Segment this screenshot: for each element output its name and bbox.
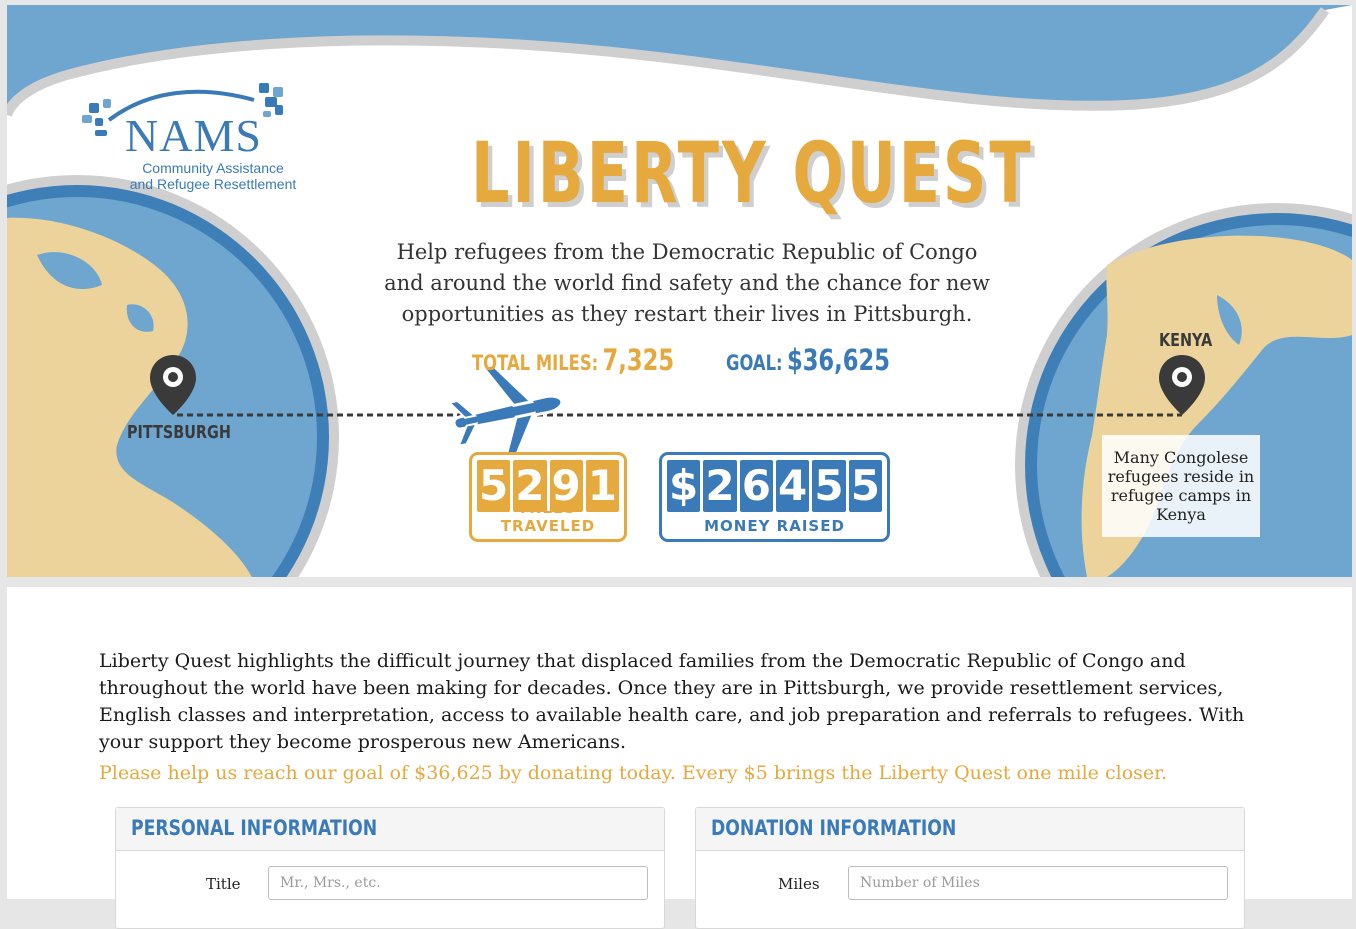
panel-header: [696, 808, 1244, 851]
personal-information-title: PERSONAL INFORMATION: [131, 816, 378, 840]
title-field-label: Title: [206, 875, 241, 893]
counter-digit: $: [667, 460, 700, 512]
miles-traveled-counter: [469, 452, 627, 542]
total-miles-value: 7,325: [602, 343, 675, 377]
counter-digit: 5: [812, 460, 845, 512]
logo-subtitle-line: and Refugee Resettlement: [129, 176, 297, 192]
title-input[interactable]: [268, 866, 648, 900]
hero-subtitle-line: Help refugees from the Democratic Republic of Congo: [396, 240, 978, 264]
miles-traveled-caption: MILES TRAVELED: [500, 499, 596, 535]
goal-stat: [726, 343, 890, 377]
hero-subtitle-line: and around the world find safety and the chance for new: [384, 271, 990, 295]
kenya-label: KENYA: [1159, 330, 1213, 351]
pittsburgh-label: PITTSBURGH: [127, 422, 231, 443]
personal-information-panel: [115, 807, 665, 929]
hero-subtitle: [377, 237, 997, 330]
counter-digit: 4: [776, 460, 809, 512]
money-raised-counter: [659, 452, 890, 542]
counter-digit: 9: [550, 460, 583, 512]
total-miles-label: TOTAL MILES:: [472, 351, 599, 375]
hero-subtitle-line: opportunities as they restart their lives in Pittsburgh.: [401, 302, 973, 326]
counter-digit: 2: [703, 460, 736, 512]
logo-subtitle: [113, 160, 313, 192]
donation-call-to-action: Please help us reach our goal of $36,625 by donating today. Every $5 brings the Liberty Quest one mile closer.: [99, 762, 1168, 784]
miles-field-label: Miles: [778, 875, 820, 893]
money-raised-caption: MONEY RAISED: [704, 517, 845, 535]
money-digits: [667, 460, 882, 512]
intro-paragraph: Liberty Quest highlights the difficult journey that displaced families from the Democratic Republic of Congo and throughout the world have been making for decades. Once they are in Pittsburgh, we provide resettlement services, English classes and interpretation, access to available health care, and job preparation and referrals to refugees. With your support they become prosperous new Americans.: [99, 650, 1245, 753]
donation-information-panel: [695, 807, 1245, 929]
donation-information-title: DONATION INFORMATION: [711, 816, 957, 840]
hero-title: LIBERTY QUEST: [471, 124, 1034, 222]
counter-digit: 6: [740, 460, 773, 512]
counter-digit: 2: [513, 460, 546, 512]
goal-value: $36,625: [786, 343, 890, 377]
hero-banner: [7, 5, 1352, 577]
total-miles-stat: [472, 343, 674, 377]
logo-name: NAMS: [125, 110, 262, 161]
main-content: [7, 587, 1352, 899]
panel-header: [116, 808, 664, 851]
kenya-note: Many Congolese refugees reside in refugee camps in Kenya: [1102, 435, 1260, 537]
counter-digit: 5: [477, 460, 510, 512]
miles-input[interactable]: [848, 866, 1228, 900]
logo-subtitle-line: Community Assistance: [142, 160, 284, 176]
counter-digit: 5: [849, 460, 882, 512]
goal-label: GOAL:: [726, 351, 783, 375]
counter-digit: 1: [586, 460, 619, 512]
